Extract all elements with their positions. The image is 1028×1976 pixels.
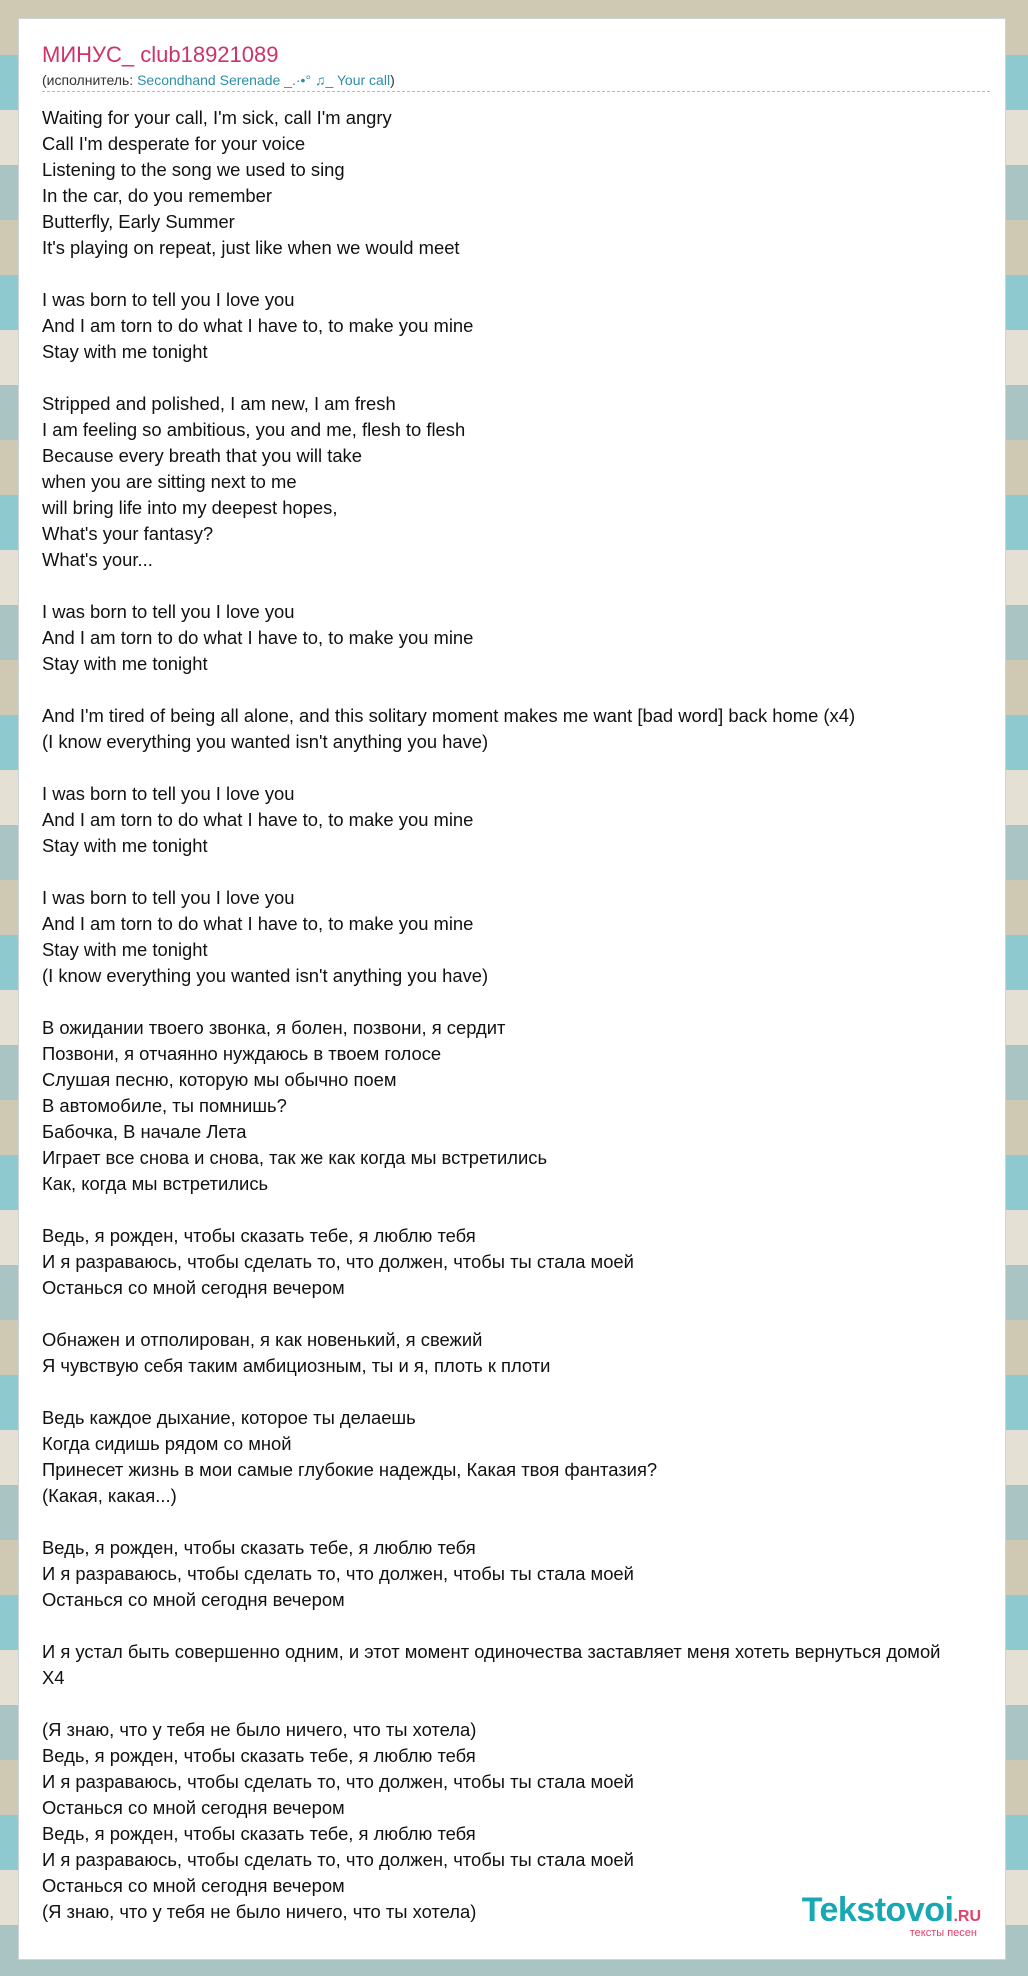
artist-line	[42, 71, 983, 89]
stanza-break	[42, 1509, 1006, 1535]
lyric-line: Because every breath that you will take	[42, 445, 362, 466]
lyric-line: Stay with me tonight	[42, 653, 208, 674]
page-title: МИНУС_ club18921089	[42, 42, 279, 67]
lyrics-text	[42, 105, 1006, 1925]
lyric-line: I was born to tell you I love you	[42, 289, 295, 310]
lyric-line: will bring life into my deepest hopes,	[42, 497, 338, 518]
lyric-line: And I'm tired of being all alone, and this solitary moment makes me want [bad word] back home (x4)	[42, 705, 856, 726]
lyric-line: И я разраваюсь, чтобы сделать то, что должен, чтобы ты стала моей	[42, 1251, 634, 1272]
lyric-line: What's your fantasy?	[42, 523, 214, 544]
artist-suffix: )	[390, 72, 395, 88]
lyric-line: Call I'm desperate for your voice	[42, 133, 306, 154]
lyric-line: What's your...	[42, 549, 153, 570]
lyric-line: I was born to tell you I love you	[42, 887, 295, 908]
lyric-line: Ведь, я рожден, чтобы сказать тебе, я люблю тебя	[42, 1745, 476, 1766]
lyric-line: Останься со мной сегодня вечером	[42, 1589, 345, 1610]
lyric-line: Stay with me tonight	[42, 341, 208, 362]
lyric-line: Stripped and polished, I am new, I am fresh	[42, 393, 396, 414]
lyric-line: В ожидании твоего звонка, я болен, позвони, я сердит	[42, 1017, 506, 1038]
logo-tld: .RU	[953, 1908, 981, 1925]
logo-tagline: тексты песен	[909, 1927, 977, 1939]
stanza-break	[42, 1301, 1006, 1327]
lyric-line: In the car, do you remember	[42, 185, 272, 206]
lyric-line: (I know everything you wanted isn't anything you have)	[42, 731, 489, 752]
lyric-line: Позвони, я отчаянно нуждаюсь в твоем голосе	[42, 1043, 442, 1064]
lyric-line: (I know everything you wanted isn't anything you have)	[42, 965, 489, 986]
lyric-line: Играет все снова и снова, так же как когда мы встретились	[42, 1147, 548, 1168]
stanza-break	[42, 859, 1006, 885]
lyric-line: Обнажен и отполирован, я как новенький, я свежий	[42, 1329, 483, 1350]
stanza-break	[42, 261, 1006, 287]
lyrics-page	[18, 18, 1006, 1960]
stanza-break	[42, 1613, 1006, 1639]
site-logo[interactable]	[802, 1892, 981, 1939]
lyric-line: Останься со мной сегодня вечером	[42, 1875, 345, 1896]
lyric-line: И я разраваюсь, чтобы сделать то, что должен, чтобы ты стала моей	[42, 1849, 634, 1870]
stanza-break	[42, 755, 1006, 781]
lyric-line: I was born to tell you I love you	[42, 783, 295, 804]
lyric-line: И я разраваюсь, чтобы сделать то, что должен, чтобы ты стала моей	[42, 1771, 634, 1792]
lyric-line: Stay with me tonight	[42, 939, 208, 960]
lyric-line: В автомобиле, ты помнишь?	[42, 1095, 287, 1116]
lyric-line: Ведь каждое дыхание, которое ты делаешь	[42, 1407, 416, 1428]
lyric-line: Когда сидишь рядом со мной	[42, 1433, 292, 1454]
lyric-line: Бабочка, В начале Лета	[42, 1121, 247, 1142]
lyric-line: Слушая песню, которую мы обычно поем	[42, 1069, 397, 1090]
lyric-line: And I am torn to do what I have to, to make you mine	[42, 809, 474, 830]
stanza-break	[42, 573, 1006, 599]
lyric-line: (Я знаю, что у тебя не было ничего, что ты хотела)	[42, 1719, 477, 1740]
lyric-line: Waiting for your call, I'm sick, call I'm angry	[42, 107, 392, 128]
lyric-line: Stay with me tonight	[42, 835, 208, 856]
lyric-line: And I am torn to do what I have to, to make you mine	[42, 913, 474, 934]
lyric-line: I was born to tell you I love you	[42, 601, 295, 622]
lyric-line: Butterfly, Early Summer	[42, 211, 235, 232]
lyric-line: Ведь, я рожден, чтобы сказать тебе, я люблю тебя	[42, 1537, 476, 1558]
lyric-line: And I am torn to do what I have to, to make you mine	[42, 627, 474, 648]
lyric-line: And I am torn to do what I have to, to make you mine	[42, 315, 474, 336]
lyric-line: (Я знаю, что у тебя не было ничего, что ты хотела)	[42, 1901, 477, 1922]
lyric-line: when you are sitting next to me	[42, 471, 297, 492]
lyric-line: Я чувствую себя таким амбициозным, ты и я, плоть к плоти	[42, 1355, 551, 1376]
header	[42, 41, 983, 92]
divider	[42, 91, 990, 92]
lyric-line: И я устал быть совершенно одним, и этот момент одиночества заставляет меня хотеть вернуться домой	[42, 1641, 941, 1662]
lyric-line: Ведь, я рожден, чтобы сказать тебе, я люблю тебя	[42, 1225, 476, 1246]
stanza-break	[42, 1691, 1006, 1717]
lyric-line: И я разраваюсь, чтобы сделать то, что должен, чтобы ты стала моей	[42, 1563, 634, 1584]
stanza-break	[42, 365, 1006, 391]
lyric-line: (Какая, какая...)	[42, 1485, 177, 1506]
lyric-line: X4	[42, 1667, 65, 1688]
artist-link[interactable]: Secondhand Serenade _.·•° ♫_ Your call	[137, 72, 391, 88]
lyric-line: Останься со мной сегодня вечером	[42, 1797, 345, 1818]
lyric-line: Как, когда мы встретились	[42, 1173, 269, 1194]
lyric-line: I am feeling so ambitious, you and me, flesh to flesh	[42, 419, 466, 440]
stanza-break	[42, 989, 1006, 1015]
lyric-line: Останься со мной сегодня вечером	[42, 1277, 345, 1298]
stanza-break	[42, 1379, 1006, 1405]
lyric-line: Ведь, я рожден, чтобы сказать тебе, я люблю тебя	[42, 1823, 476, 1844]
lyric-line: It's playing on repeat, just like when we would meet	[42, 237, 460, 258]
stanza-break	[42, 677, 1006, 703]
stanza-break	[42, 1197, 1006, 1223]
logo-wordmark: Tekstovoi	[801, 1891, 954, 1929]
artist-prefix: (исполнитель:	[42, 72, 138, 88]
lyric-line: Listening to the song we used to sing	[42, 159, 345, 180]
lyric-line: Принесет жизнь в мои самые глубокие надежды, Какая твоя фантазия?	[42, 1459, 658, 1480]
